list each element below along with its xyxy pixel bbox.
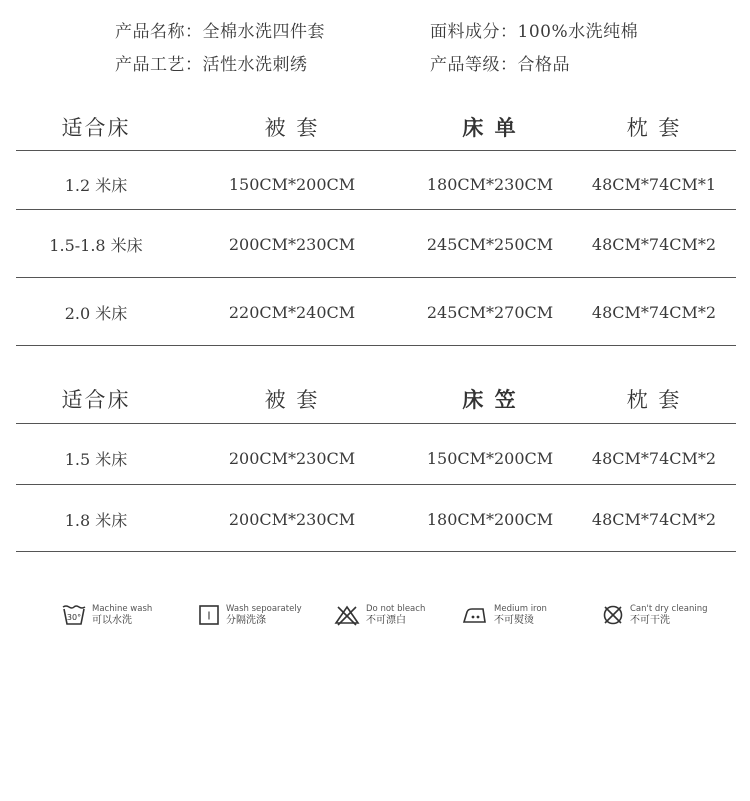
product-name-label: 产品名称： xyxy=(115,22,203,42)
table-row xyxy=(16,166,736,202)
product-fabric xyxy=(430,17,638,42)
table-row xyxy=(16,294,736,330)
svg-text:30°: 30° xyxy=(66,613,82,622)
table-header-row xyxy=(16,382,736,416)
table-divider xyxy=(16,484,736,485)
care-medium-iron xyxy=(462,604,547,626)
header-duvet-cover: 被 套 xyxy=(264,388,320,412)
cell-bed-sheet: 245CM*250CM xyxy=(426,234,554,254)
product-name-value: 全棉水洗四件套 xyxy=(202,22,325,42)
cell-bed-size: 1.5-1.8 米床 xyxy=(49,235,143,255)
cell-bed-sheet: 245CM*270CM xyxy=(426,302,554,322)
cell-fitted-sheet: 180CM*200CM xyxy=(426,509,554,529)
care-no-dry-cleaning xyxy=(602,604,708,626)
header-bed-size: 适合床 xyxy=(61,388,131,412)
table-row xyxy=(16,226,736,262)
no-dry-cleaning-icon xyxy=(602,604,624,626)
care-zh-label: 不可漂白 xyxy=(366,615,406,626)
care-zh-label: 不可干洗 xyxy=(630,615,670,626)
cell-pillowcase: 48CM*74CM*2 xyxy=(591,448,717,468)
fabric-value: 100%水洗纯棉 xyxy=(517,22,639,42)
do-not-bleach-icon xyxy=(334,604,360,626)
cell-duvet-cover: 150CM*200CM xyxy=(228,174,356,194)
care-en-label: Machine wash xyxy=(92,604,153,614)
care-do-not-bleach xyxy=(334,604,425,626)
care-zh-label: 不可熨烫 xyxy=(494,615,534,626)
header-bed-size: 适合床 xyxy=(61,116,131,140)
care-en-label: Medium iron xyxy=(494,604,547,614)
care-en-label: Do not bleach xyxy=(366,604,426,614)
cell-bed-sheet: 180CM*230CM xyxy=(426,174,554,194)
care-machine-wash xyxy=(62,604,152,626)
care-zh-label: 可以水洗 xyxy=(92,615,132,626)
table-divider xyxy=(16,423,736,424)
table-divider xyxy=(16,345,736,346)
cell-pillowcase: 48CM*74CM*2 xyxy=(591,509,717,529)
product-craft xyxy=(115,50,308,75)
cell-bed-size: 1.8 米床 xyxy=(64,510,128,530)
care-wash-separately xyxy=(198,604,302,626)
care-en-label: Can't dry cleaning xyxy=(630,604,708,614)
cell-pillowcase: 48CM*74CM*2 xyxy=(591,302,717,322)
grade-label: 产品等级： xyxy=(430,55,518,75)
table-divider xyxy=(16,277,736,278)
header-duvet-cover: 被 套 xyxy=(264,116,320,140)
header-pillowcase: 枕 套 xyxy=(626,116,682,140)
cell-duvet-cover: 200CM*230CM xyxy=(228,448,356,468)
table-divider xyxy=(16,551,736,552)
header-pillowcase: 枕 套 xyxy=(626,388,682,412)
wash-separately-icon xyxy=(198,604,220,626)
cell-bed-size: 1.5 米床 xyxy=(64,449,128,469)
table-row xyxy=(16,440,736,476)
cell-fitted-sheet: 150CM*200CM xyxy=(426,448,554,468)
svg-text:I: I xyxy=(207,609,211,623)
table-row xyxy=(16,501,736,537)
fabric-label: 面料成分： xyxy=(430,22,518,42)
medium-iron-icon xyxy=(462,604,488,626)
table-header-row xyxy=(16,110,736,144)
cell-bed-size: 1.2 米床 xyxy=(64,175,128,195)
grade-value: 合格品 xyxy=(517,55,570,75)
cell-duvet-cover: 200CM*230CM xyxy=(228,509,356,529)
craft-value: 活性水洗刺绣 xyxy=(202,55,308,75)
product-grade xyxy=(430,50,570,75)
header-fitted-sheet: 床 笠 xyxy=(462,387,518,412)
table-divider xyxy=(16,209,736,210)
product-name xyxy=(115,17,325,42)
cell-pillowcase: 48CM*74CM*1 xyxy=(591,174,717,194)
table-divider xyxy=(16,150,736,151)
header-bed-sheet: 床 单 xyxy=(462,115,518,140)
care-zh-label: 分隔洗涤 xyxy=(226,615,266,626)
craft-label: 产品工艺： xyxy=(115,55,203,75)
cell-duvet-cover: 200CM*230CM xyxy=(228,234,356,254)
machine-wash-30-icon xyxy=(62,604,86,626)
cell-bed-size: 2.0 米床 xyxy=(64,303,128,323)
cell-duvet-cover: 220CM*240CM xyxy=(228,302,356,322)
cell-pillowcase: 48CM*74CM*2 xyxy=(591,234,717,254)
care-en-label: Wash sepoarately xyxy=(226,604,302,614)
